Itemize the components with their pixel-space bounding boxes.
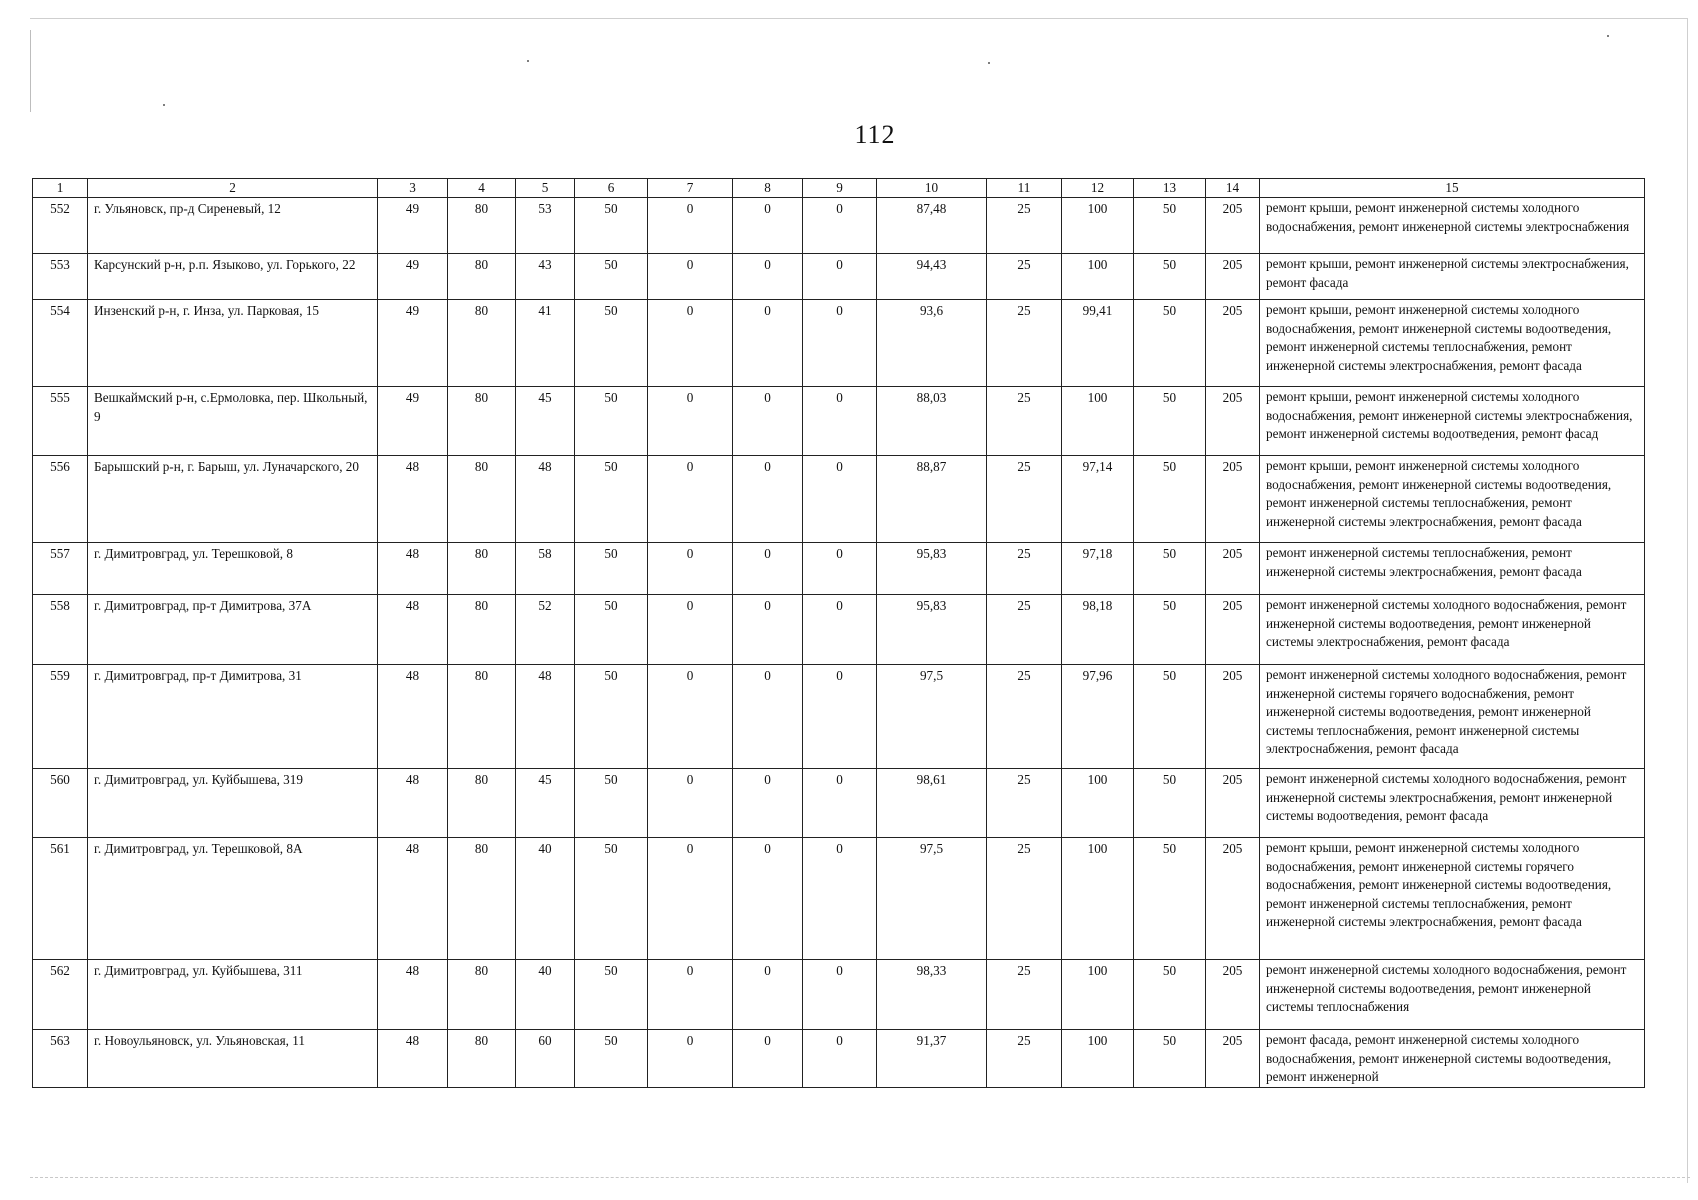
- value-cell-col5: 53: [516, 198, 575, 254]
- value-cell-col7: 0: [648, 543, 733, 595]
- value-cell-col11: 25: [987, 198, 1062, 254]
- page-number: 112: [854, 120, 896, 149]
- value-cell-col10: 97,5: [877, 665, 987, 769]
- value-cell-col8: 0: [733, 198, 803, 254]
- value-cell-col12: 97,96: [1062, 665, 1134, 769]
- address-cell: г. Ульяновск, пр-д Сиреневый, 12: [88, 198, 378, 254]
- address-cell: г. Димитровград, ул. Куйбышева, 311: [88, 960, 378, 1030]
- works-cell: ремонт инженерной системы холодного водоснабжения, ремонт инженерной системы водоотведения, ремонт инженерной системы теплоснабжения: [1260, 960, 1645, 1030]
- works-cell: ремонт крыши, ремонт инженерной системы холодного водоснабжения, ремонт инженерной системы горячего водоснабжения, ремонт инженерной системы водоотведения, ремонт инженерной системы теплоснабжения, ремонт инженерной системы электроснабжения, ремонт фасада: [1260, 838, 1645, 960]
- value-cell-col14: 205: [1206, 769, 1260, 838]
- value-cell-col10: 97,5: [877, 838, 987, 960]
- value-cell-col6: 50: [575, 769, 648, 838]
- value-cell-col11: 25: [987, 665, 1062, 769]
- value-cell-col7: 0: [648, 665, 733, 769]
- table-row: [33, 595, 1645, 665]
- table-row: [33, 198, 1645, 254]
- works-cell: ремонт инженерной системы холодного водоснабжения, ремонт инженерной системы горячего водоснабжения, ремонт инженерной системы водоотведения, ремонт инженерной системы теплоснабжения, ремонт инженерной системы электроснабжения, ремонт фасада: [1260, 665, 1645, 769]
- value-cell-col11: 25: [987, 543, 1062, 595]
- scan-speck: [1607, 35, 1609, 37]
- value-cell-col4: 80: [448, 595, 516, 665]
- address-cell: г. Димитровград, ул. Куйбышева, 319: [88, 769, 378, 838]
- value-cell-col12: 97,14: [1062, 456, 1134, 543]
- value-cell-col7: 0: [648, 387, 733, 456]
- value-cell-col4: 80: [448, 665, 516, 769]
- value-cell-col5: 45: [516, 769, 575, 838]
- value-cell-col12: 100: [1062, 198, 1134, 254]
- scan-speck: [527, 60, 529, 62]
- value-cell-col12: 97,18: [1062, 543, 1134, 595]
- column-header: 14: [1206, 179, 1260, 198]
- value-cell-col5: 40: [516, 838, 575, 960]
- value-cell-col5: 40: [516, 960, 575, 1030]
- value-cell-col13: 50: [1134, 838, 1206, 960]
- value-cell-col3: 48: [378, 960, 448, 1030]
- value-cell-col9: 0: [803, 387, 877, 456]
- value-cell-col13: 50: [1134, 543, 1206, 595]
- value-cell-col3: 49: [378, 254, 448, 300]
- column-header: 6: [575, 179, 648, 198]
- value-cell-col12: 100: [1062, 960, 1134, 1030]
- value-cell-col9: 0: [803, 960, 877, 1030]
- row-number-cell: 562: [33, 960, 88, 1030]
- column-number-row: [33, 179, 1645, 198]
- value-cell-col14: 205: [1206, 595, 1260, 665]
- table-row: [33, 543, 1645, 595]
- value-cell-col7: 0: [648, 595, 733, 665]
- row-number-cell: 556: [33, 456, 88, 543]
- value-cell-col3: 48: [378, 543, 448, 595]
- value-cell-col5: 43: [516, 254, 575, 300]
- value-cell-col8: 0: [733, 838, 803, 960]
- value-cell-col3: 49: [378, 300, 448, 387]
- value-cell-col14: 205: [1206, 960, 1260, 1030]
- row-number-cell: 559: [33, 665, 88, 769]
- value-cell-col7: 0: [648, 300, 733, 387]
- value-cell-col13: 50: [1134, 769, 1206, 838]
- value-cell-col12: 100: [1062, 1030, 1134, 1088]
- row-number-cell: 563: [33, 1030, 88, 1088]
- value-cell-col7: 0: [648, 254, 733, 300]
- value-cell-col4: 80: [448, 769, 516, 838]
- value-cell-col8: 0: [733, 543, 803, 595]
- column-header: 12: [1062, 179, 1134, 198]
- table-row: [33, 300, 1645, 387]
- value-cell-col4: 80: [448, 838, 516, 960]
- table-row: [33, 769, 1645, 838]
- table-row: [33, 254, 1645, 300]
- value-cell-col7: 0: [648, 960, 733, 1030]
- value-cell-col10: 95,83: [877, 543, 987, 595]
- column-header: 4: [448, 179, 516, 198]
- value-cell-col9: 0: [803, 1030, 877, 1088]
- value-cell-col6: 50: [575, 387, 648, 456]
- value-cell-col6: 50: [575, 665, 648, 769]
- value-cell-col6: 50: [575, 838, 648, 960]
- value-cell-col9: 0: [803, 300, 877, 387]
- value-cell-col7: 0: [648, 456, 733, 543]
- address-cell: Инзенский р-н, г. Инза, ул. Парковая, 15: [88, 300, 378, 387]
- value-cell-col6: 50: [575, 1030, 648, 1088]
- address-cell: г. Димитровград, пр-т Димитрова, 37А: [88, 595, 378, 665]
- value-cell-col12: 100: [1062, 838, 1134, 960]
- works-cell: ремонт крыши, ремонт инженерной системы холодного водоснабжения, ремонт инженерной системы электроснабжения: [1260, 198, 1645, 254]
- value-cell-col11: 25: [987, 960, 1062, 1030]
- value-cell-col14: 205: [1206, 198, 1260, 254]
- value-cell-col12: 98,18: [1062, 595, 1134, 665]
- value-cell-col10: 87,48: [877, 198, 987, 254]
- works-cell: ремонт крыши, ремонт инженерной системы электроснабжения, ремонт фасада: [1260, 254, 1645, 300]
- value-cell-col9: 0: [803, 456, 877, 543]
- value-cell-col8: 0: [733, 387, 803, 456]
- row-number-cell: 561: [33, 838, 88, 960]
- address-cell: Карсунский р-н, р.п. Языково, ул. Горького, 22: [88, 254, 378, 300]
- value-cell-col4: 80: [448, 300, 516, 387]
- value-cell-col10: 88,87: [877, 456, 987, 543]
- row-number-cell: 552: [33, 198, 88, 254]
- value-cell-col14: 205: [1206, 387, 1260, 456]
- column-header: 11: [987, 179, 1062, 198]
- column-header: 2: [88, 179, 378, 198]
- value-cell-col3: 49: [378, 198, 448, 254]
- value-cell-col11: 25: [987, 300, 1062, 387]
- value-cell-col3: 48: [378, 838, 448, 960]
- value-cell-col6: 50: [575, 960, 648, 1030]
- works-cell: ремонт инженерной системы холодного водоснабжения, ремонт инженерной системы электроснабжения, ремонт инженерной системы водоотведения, ремонт фасада: [1260, 769, 1645, 838]
- value-cell-col4: 80: [448, 543, 516, 595]
- row-number-cell: 560: [33, 769, 88, 838]
- value-cell-col8: 0: [733, 456, 803, 543]
- value-cell-col11: 25: [987, 838, 1062, 960]
- value-cell-col11: 25: [987, 769, 1062, 838]
- value-cell-col5: 41: [516, 300, 575, 387]
- value-cell-col3: 48: [378, 595, 448, 665]
- address-cell: г. Новоульяновск, ул. Ульяновская, 11: [88, 1030, 378, 1088]
- works-cell: ремонт инженерной системы холодного водоснабжения, ремонт инженерной системы водоотведения, ремонт инженерной системы электроснабжения, ремонт фасада: [1260, 595, 1645, 665]
- value-cell-col6: 50: [575, 595, 648, 665]
- value-cell-col7: 0: [648, 198, 733, 254]
- column-header: 10: [877, 179, 987, 198]
- value-cell-col9: 0: [803, 543, 877, 595]
- value-cell-col6: 50: [575, 456, 648, 543]
- column-header: 9: [803, 179, 877, 198]
- value-cell-col5: 52: [516, 595, 575, 665]
- value-cell-col14: 205: [1206, 300, 1260, 387]
- address-cell: Вешкаймский р-н, с.Ермоловка, пер. Школьный, 9: [88, 387, 378, 456]
- value-cell-col13: 50: [1134, 960, 1206, 1030]
- row-number-cell: 554: [33, 300, 88, 387]
- value-cell-col6: 50: [575, 300, 648, 387]
- register-table: [32, 178, 1645, 1088]
- value-cell-col6: 50: [575, 198, 648, 254]
- table-row: [33, 665, 1645, 769]
- works-cell: ремонт фасада, ремонт инженерной системы холодного водоснабжения, ремонт инженерной системы водоотведения, ремонт инженерной: [1260, 1030, 1645, 1088]
- value-cell-col5: 48: [516, 456, 575, 543]
- value-cell-col8: 0: [733, 300, 803, 387]
- column-header: 7: [648, 179, 733, 198]
- value-cell-col10: 94,43: [877, 254, 987, 300]
- value-cell-col9: 0: [803, 838, 877, 960]
- value-cell-col10: 98,33: [877, 960, 987, 1030]
- value-cell-col4: 80: [448, 1030, 516, 1088]
- value-cell-col4: 80: [448, 456, 516, 543]
- column-header: 15: [1260, 179, 1645, 198]
- value-cell-col5: 45: [516, 387, 575, 456]
- value-cell-col11: 25: [987, 254, 1062, 300]
- value-cell-col7: 0: [648, 769, 733, 838]
- value-cell-col14: 205: [1206, 665, 1260, 769]
- value-cell-col8: 0: [733, 254, 803, 300]
- column-header: 5: [516, 179, 575, 198]
- value-cell-col6: 50: [575, 543, 648, 595]
- value-cell-col4: 80: [448, 387, 516, 456]
- scan-left-mark: [30, 30, 31, 112]
- value-cell-col3: 48: [378, 1030, 448, 1088]
- value-cell-col9: 0: [803, 769, 877, 838]
- value-cell-col11: 25: [987, 1030, 1062, 1088]
- value-cell-col14: 205: [1206, 838, 1260, 960]
- value-cell-col9: 0: [803, 254, 877, 300]
- value-cell-col12: 100: [1062, 254, 1134, 300]
- value-cell-col10: 88,03: [877, 387, 987, 456]
- works-cell: ремонт крыши, ремонт инженерной системы холодного водоснабжения, ремонт инженерной системы водоотведения, ремонт инженерной системы теплоснабжения, ремонт инженерной системы электроснабжения, ремонт фасада: [1260, 456, 1645, 543]
- value-cell-col3: 49: [378, 387, 448, 456]
- value-cell-col7: 0: [648, 838, 733, 960]
- value-cell-col8: 0: [733, 960, 803, 1030]
- scan-speck: [988, 62, 990, 64]
- value-cell-col13: 50: [1134, 254, 1206, 300]
- value-cell-col3: 48: [378, 665, 448, 769]
- value-cell-col8: 0: [733, 595, 803, 665]
- value-cell-col10: 95,83: [877, 595, 987, 665]
- value-cell-col4: 80: [448, 254, 516, 300]
- value-cell-col11: 25: [987, 595, 1062, 665]
- table-row: [33, 838, 1645, 960]
- scan-bottom-line: [30, 1177, 1690, 1178]
- value-cell-col13: 50: [1134, 665, 1206, 769]
- works-cell: ремонт крыши, ремонт инженерной системы холодного водоснабжения, ремонт инженерной системы водоотведения, ремонт инженерной системы теплоснабжения, ремонт инженерной системы электроснабжения, ремонт фасада: [1260, 300, 1645, 387]
- row-number-cell: 555: [33, 387, 88, 456]
- value-cell-col13: 50: [1134, 387, 1206, 456]
- value-cell-col13: 50: [1134, 1030, 1206, 1088]
- table-row: [33, 1030, 1645, 1088]
- value-cell-col11: 25: [987, 387, 1062, 456]
- value-cell-col12: 100: [1062, 769, 1134, 838]
- works-cell: ремонт крыши, ремонт инженерной системы холодного водоснабжения, ремонт инженерной системы электроснабжения, ремонт инженерной системы водоотведения, ремонт фасад: [1260, 387, 1645, 456]
- table-row: [33, 960, 1645, 1030]
- table-row: [33, 387, 1645, 456]
- row-number-cell: 558: [33, 595, 88, 665]
- value-cell-col9: 0: [803, 595, 877, 665]
- table-row: [33, 456, 1645, 543]
- value-cell-col11: 25: [987, 456, 1062, 543]
- value-cell-col14: 205: [1206, 254, 1260, 300]
- address-cell: г. Димитровград, ул. Терешковой, 8: [88, 543, 378, 595]
- value-cell-col3: 48: [378, 769, 448, 838]
- value-cell-col6: 50: [575, 254, 648, 300]
- value-cell-col14: 205: [1206, 543, 1260, 595]
- value-cell-col5: 58: [516, 543, 575, 595]
- column-header: 13: [1134, 179, 1206, 198]
- value-cell-col10: 93,6: [877, 300, 987, 387]
- value-cell-col13: 50: [1134, 595, 1206, 665]
- value-cell-col12: 99,41: [1062, 300, 1134, 387]
- value-cell-col13: 50: [1134, 198, 1206, 254]
- value-cell-col8: 0: [733, 1030, 803, 1088]
- value-cell-col4: 80: [448, 960, 516, 1030]
- value-cell-col8: 0: [733, 769, 803, 838]
- value-cell-col13: 50: [1134, 456, 1206, 543]
- value-cell-col5: 48: [516, 665, 575, 769]
- scan-speck: [163, 104, 165, 106]
- value-cell-col8: 0: [733, 665, 803, 769]
- value-cell-col10: 91,37: [877, 1030, 987, 1088]
- value-cell-col9: 0: [803, 198, 877, 254]
- works-cell: ремонт инженерной системы теплоснабжения, ремонт инженерной системы электроснабжения, ремонт фасада: [1260, 543, 1645, 595]
- value-cell-col10: 98,61: [877, 769, 987, 838]
- row-number-cell: 557: [33, 543, 88, 595]
- column-header: 8: [733, 179, 803, 198]
- address-cell: г. Димитровград, пр-т Димитрова, 31: [88, 665, 378, 769]
- value-cell-col9: 0: [803, 665, 877, 769]
- value-cell-col4: 80: [448, 198, 516, 254]
- column-header: 1: [33, 179, 88, 198]
- address-cell: Барышский р-н, г. Барыш, ул. Луначарского, 20: [88, 456, 378, 543]
- value-cell-col14: 205: [1206, 1030, 1260, 1088]
- value-cell-col3: 48: [378, 456, 448, 543]
- value-cell-col7: 0: [648, 1030, 733, 1088]
- column-header: 3: [378, 179, 448, 198]
- address-cell: г. Димитровград, ул. Терешковой, 8А: [88, 838, 378, 960]
- row-number-cell: 553: [33, 254, 88, 300]
- value-cell-col5: 60: [516, 1030, 575, 1088]
- value-cell-col14: 205: [1206, 456, 1260, 543]
- value-cell-col13: 50: [1134, 300, 1206, 387]
- value-cell-col12: 100: [1062, 387, 1134, 456]
